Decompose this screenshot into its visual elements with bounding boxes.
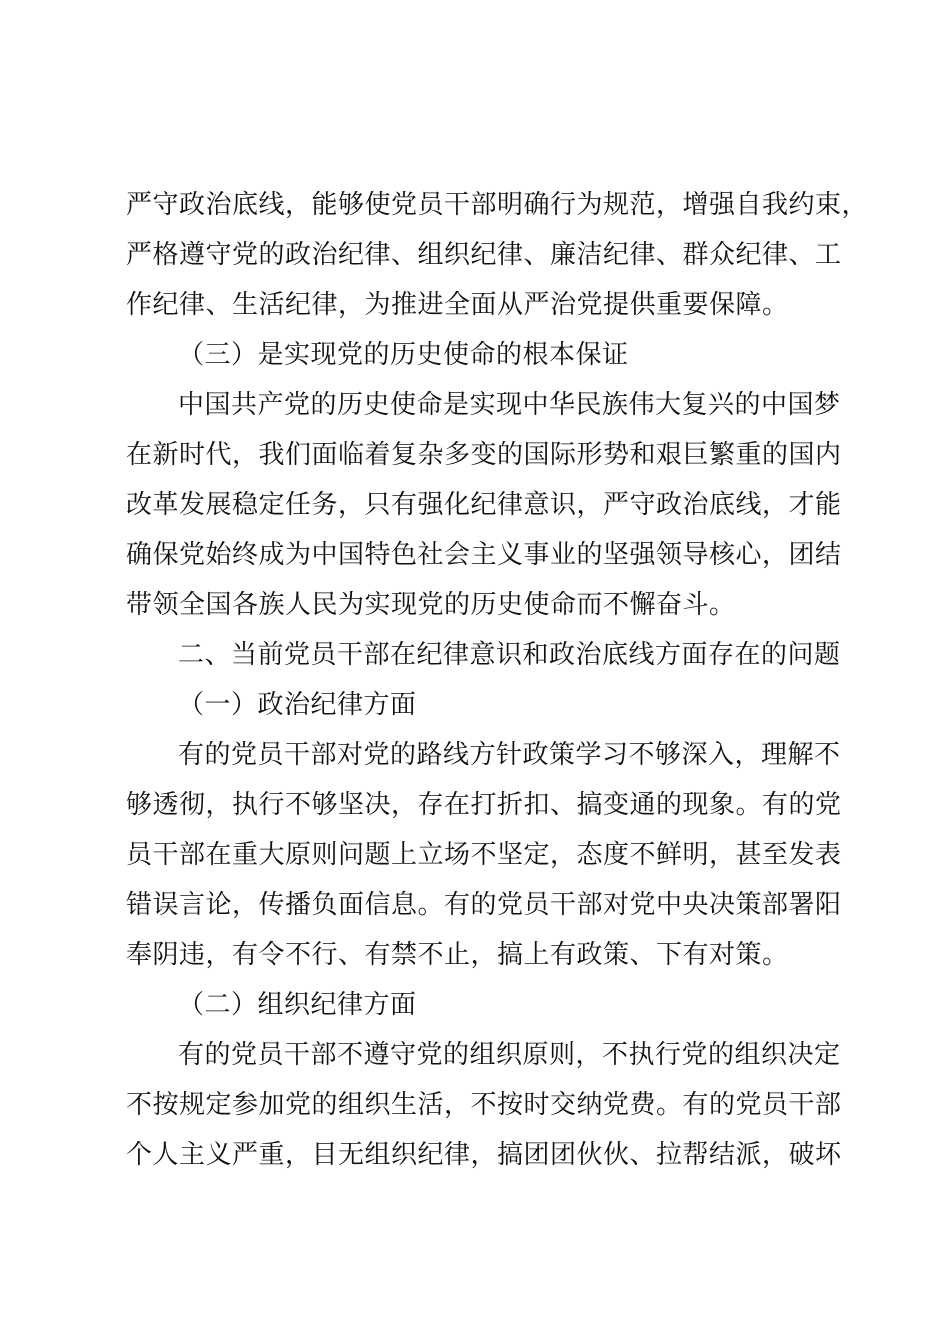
paragraph-line: 员干部在重大原则问题上立场不坚定，态度不鲜明，甚至发表 [126,840,842,870]
paragraph-line: 改革发展稳定任务，只有强化纪律意识，严守政治底线，才能 [126,490,842,520]
paragraph-line: 不按规定参加党的组织生活，不按时交纳党费。有的党员干部 [126,1090,842,1120]
subsection-heading: （二）组织纪律方面 [178,990,417,1020]
paragraph-line: 有的党员干部对党的路线方针政策学习不够深入，理解不 [178,740,841,770]
paragraph-line: 带领全国各族人民为实现党的历史使命而不懈奋斗。 [126,590,736,620]
paragraph-line: 够透彻，执行不够坚决，存在打折扣、搞变通的现象。有的党 [126,790,842,820]
paragraph-line: 确保党始终成为中国特色社会主义事业的坚强领导核心，团结 [126,540,842,570]
subsection-heading: （一）政治纪律方面 [178,690,417,720]
paragraph-line: 错误言论，传播负面信息。有的党员干部对党中央决策部署阳 [126,890,842,920]
paragraph-line: 作纪律、生活纪律，为推进全面从严治党提供重要保障。 [126,290,789,320]
paragraph-line: 严守政治底线，能够使党员干部明确行为规范，增强自我约束， [126,190,869,220]
paragraph-line: 个人主义严重，目无组织纪律，搞团团伙伙、拉帮结派，破坏 [126,1140,842,1170]
section-heading: （三）是实现党的历史使命的根本保证 [178,340,629,370]
section-heading: 二、当前党员干部在纪律意识和政治底线方面存在的问题 [178,640,841,670]
paragraph-line: 奉阴违，有令不行、有禁不止，搞上有政策、下有对策。 [126,940,789,970]
paragraph-line: 严格遵守党的政治纪律、组织纪律、廉洁纪律、群众纪律、工 [126,240,842,270]
paragraph-line: 中国共产党的历史使命是实现中华民族伟大复兴的中国梦 [178,390,841,420]
paragraph-line: 在新时代，我们面临着复杂多变的国际形势和艰巨繁重的国内 [126,440,842,470]
paragraph-line: 有的党员干部不遵守党的组织原则，不执行党的组织决定 [178,1040,841,1070]
